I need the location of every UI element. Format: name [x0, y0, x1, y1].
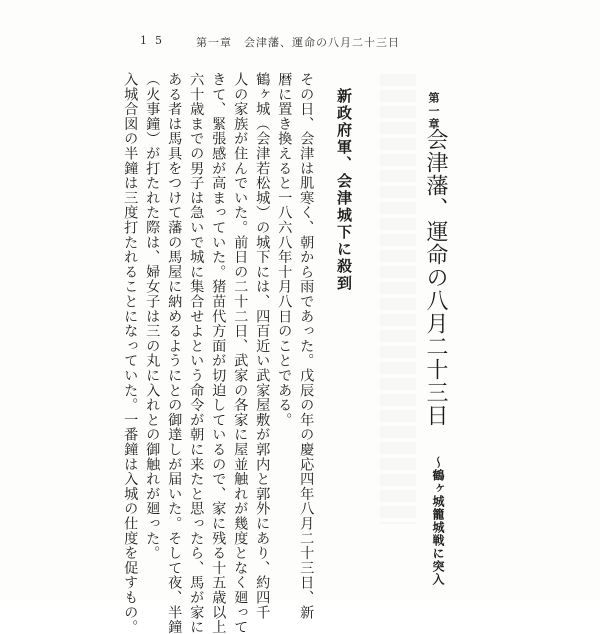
- body-line: きて、緊張感が高まっていた。猪苗代方面が切迫しているので、家に残る十五歳以上: [210, 72, 227, 634]
- body-line: ある者は馬具をつけて藩の馬屋に納めるようにとの御達しが届いた。そして夜、半鐘: [166, 72, 183, 634]
- body-line: （火事鐘）が打たれた際は、婦女子は三の丸に入れとの御触れが廻った。: [144, 72, 161, 561]
- body-line: 暦に置き換えると一八六八年十月八日のことである。: [276, 72, 293, 428]
- page-number: 15: [140, 34, 170, 47]
- running-head: 第一章 会津藩、運命の八月二十三日: [196, 36, 400, 49]
- body-line: 六十歳までの男子は急いで城に集合せよという命令が朝に来たと思ったら、馬が家に: [188, 72, 205, 634]
- chapter-label: 第一章: [427, 92, 440, 131]
- chapter-title: 会津藩、運命の八月二十三日: [423, 128, 448, 427]
- chapter-subtitle: 〜鶴ヶ城籠城戦に突入: [431, 456, 445, 586]
- body-line: 入城合図の半鐘は三度打たれることになっていた。一番鐘は入城の仕度を促すもの。: [122, 72, 139, 634]
- section-heading: 新政府軍、会津城下に殺到: [335, 88, 353, 292]
- body-line: その日、会津は肌寒く、朝から雨であった。戊辰の年の慶応四年八月二十三日、新: [298, 72, 315, 620]
- show-through-text: [380, 74, 416, 524]
- body-line: 人の家族が住んでいた。前日の二十二日、武家の各家に屋並触れが幾度となく廻って: [232, 72, 249, 634]
- body-line: 鶴ヶ城（会津若松城）の城下には、四百近い武家屋敷が郭内と郭外にあり、約四千: [254, 72, 271, 620]
- page-header: [0, 34, 600, 54]
